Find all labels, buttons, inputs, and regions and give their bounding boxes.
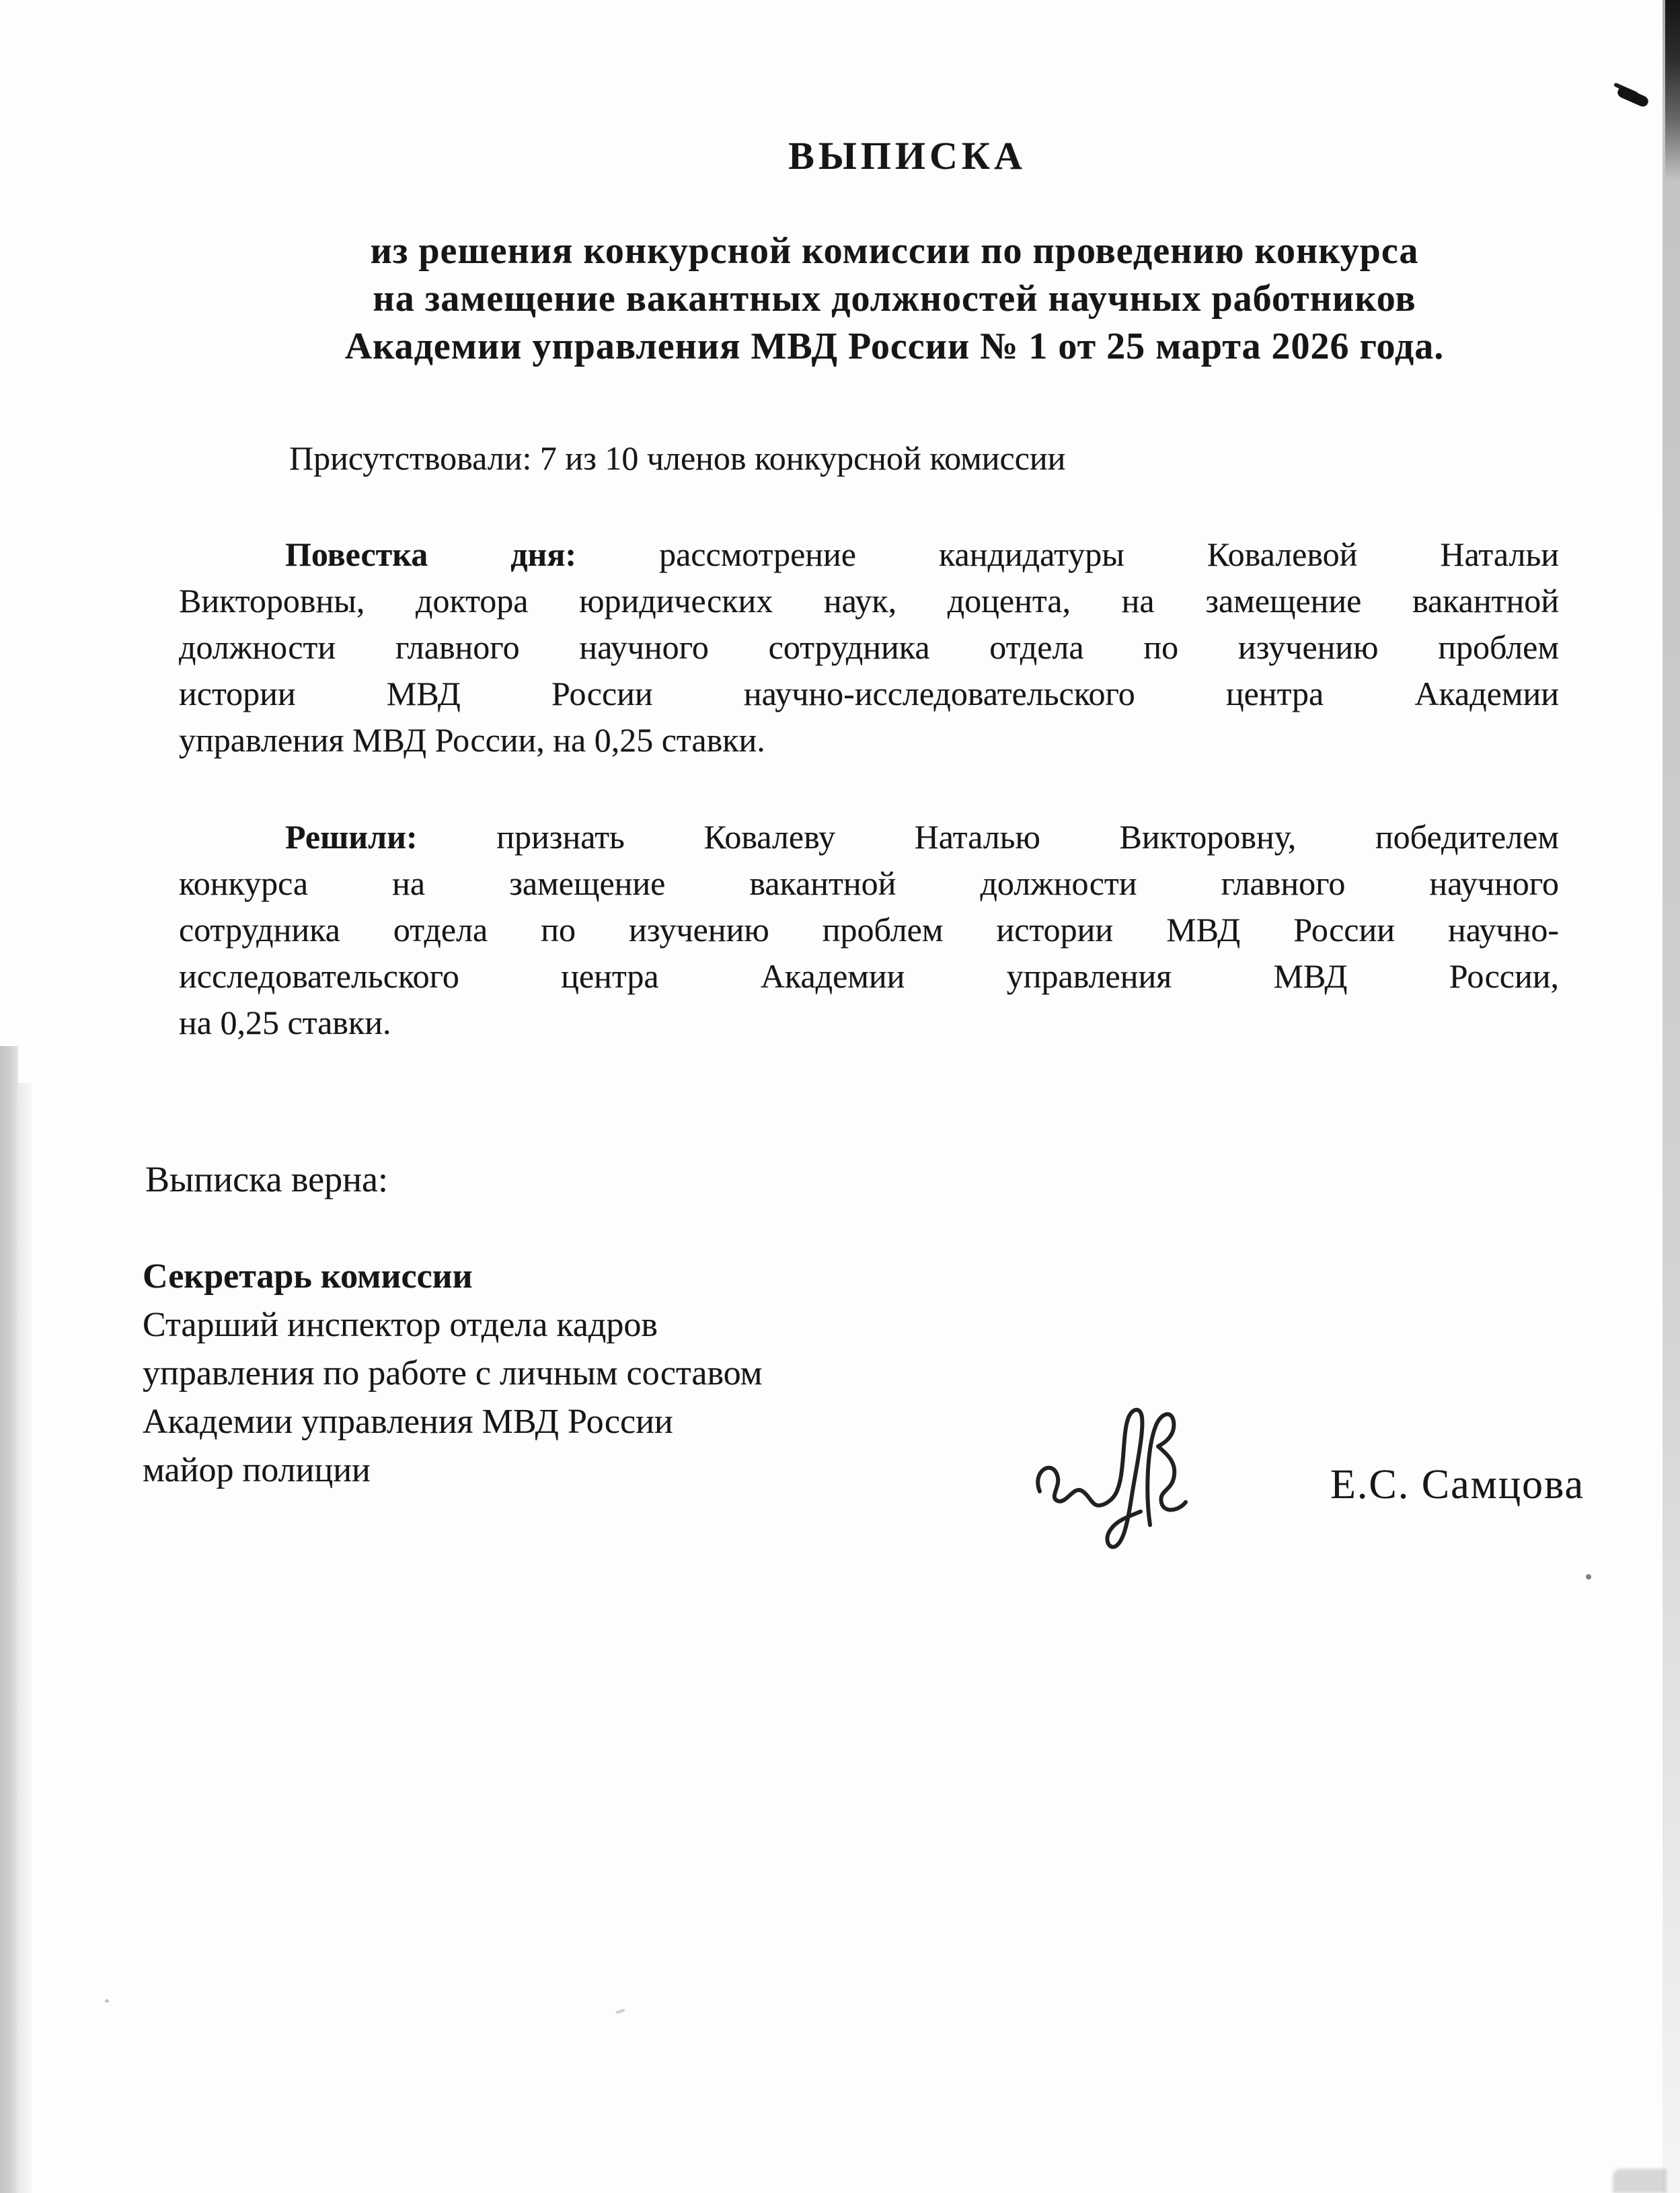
scan-edge-left-strip (0, 1046, 18, 2193)
resolution-line: исследовательского центра Академии управления МВД России, (179, 957, 1559, 995)
scan-speck (105, 1999, 109, 2003)
resolution-line: на 0,25 ставки. (179, 1004, 391, 1041)
resolution-lines (179, 860, 1559, 1046)
agenda-first-line (179, 531, 1559, 578)
resolution-first-line (179, 814, 1559, 860)
agenda-line: должности главного научного сотрудника отдела по изучению проблем (179, 628, 1559, 666)
resolution-first-line-text: признать Ковалеву Наталью Викторовну, победителем (496, 818, 1560, 856)
ink-blot-mark (1616, 85, 1650, 108)
document-subtitle (114, 227, 1675, 371)
document-title: ВЫПИСКА (788, 134, 1026, 178)
attendance-line: Присутствовали: 7 из 10 членов конкурсной комиссии (289, 439, 1066, 477)
signatory-name: Е.С. Самцова (1330, 1462, 1584, 1508)
signatory-line: майор полиции (143, 1451, 371, 1489)
subtitle-line: из решения конкурсной комиссии по проведению конкурса (370, 230, 1419, 272)
scan-smudge-bottom-right (1613, 2169, 1667, 2193)
agenda-line: Викторовны, доктора юридических наук, доцента, на замещение вакантной (179, 582, 1559, 620)
signatory-line: управления по работе с личным составом (143, 1354, 763, 1392)
agenda-paragraph (179, 531, 1559, 764)
signatory-line: Академии управления МВД России (143, 1403, 673, 1441)
signatory-lines (143, 1301, 1098, 1495)
signatory-block (143, 1253, 1098, 1495)
resolution-line: конкурса на замещение вакантной должности главного научного (179, 864, 1559, 902)
agenda-line: управления МВД России, на 0,25 ставки. (179, 721, 765, 759)
agenda-first-line-text: рассмотрение кандидатуры Ковалевой Натальи (659, 535, 1559, 573)
certification-line: Выписка верна: (145, 1159, 388, 1199)
signatory-line: Старший инспектор отдела кадров (143, 1306, 658, 1344)
agenda-label: Повестка дня: (285, 535, 577, 573)
signature-scribble (1017, 1391, 1232, 1561)
scan-edge-left-strip-light (18, 1083, 32, 2193)
subtitle-line: на замещение вакантных должностей научных работников (373, 278, 1416, 320)
resolution-label: Решили: (285, 818, 418, 856)
scan-speck (1586, 1574, 1591, 1579)
subtitle-line: Академии управления МВД России № 1 от 25 марта 2026 года. (344, 326, 1445, 367)
agenda-lines (179, 578, 1559, 764)
resolution-paragraph (179, 814, 1559, 1046)
resolution-line: сотрудника отдела по изучению проблем истории МВД России научно- (179, 911, 1559, 949)
signatory-role: Секретарь комиссии (143, 1257, 473, 1296)
scan-speck (616, 2009, 625, 2014)
agenda-line: истории МВД России научно-исследовательского центра Академии (179, 675, 1559, 712)
